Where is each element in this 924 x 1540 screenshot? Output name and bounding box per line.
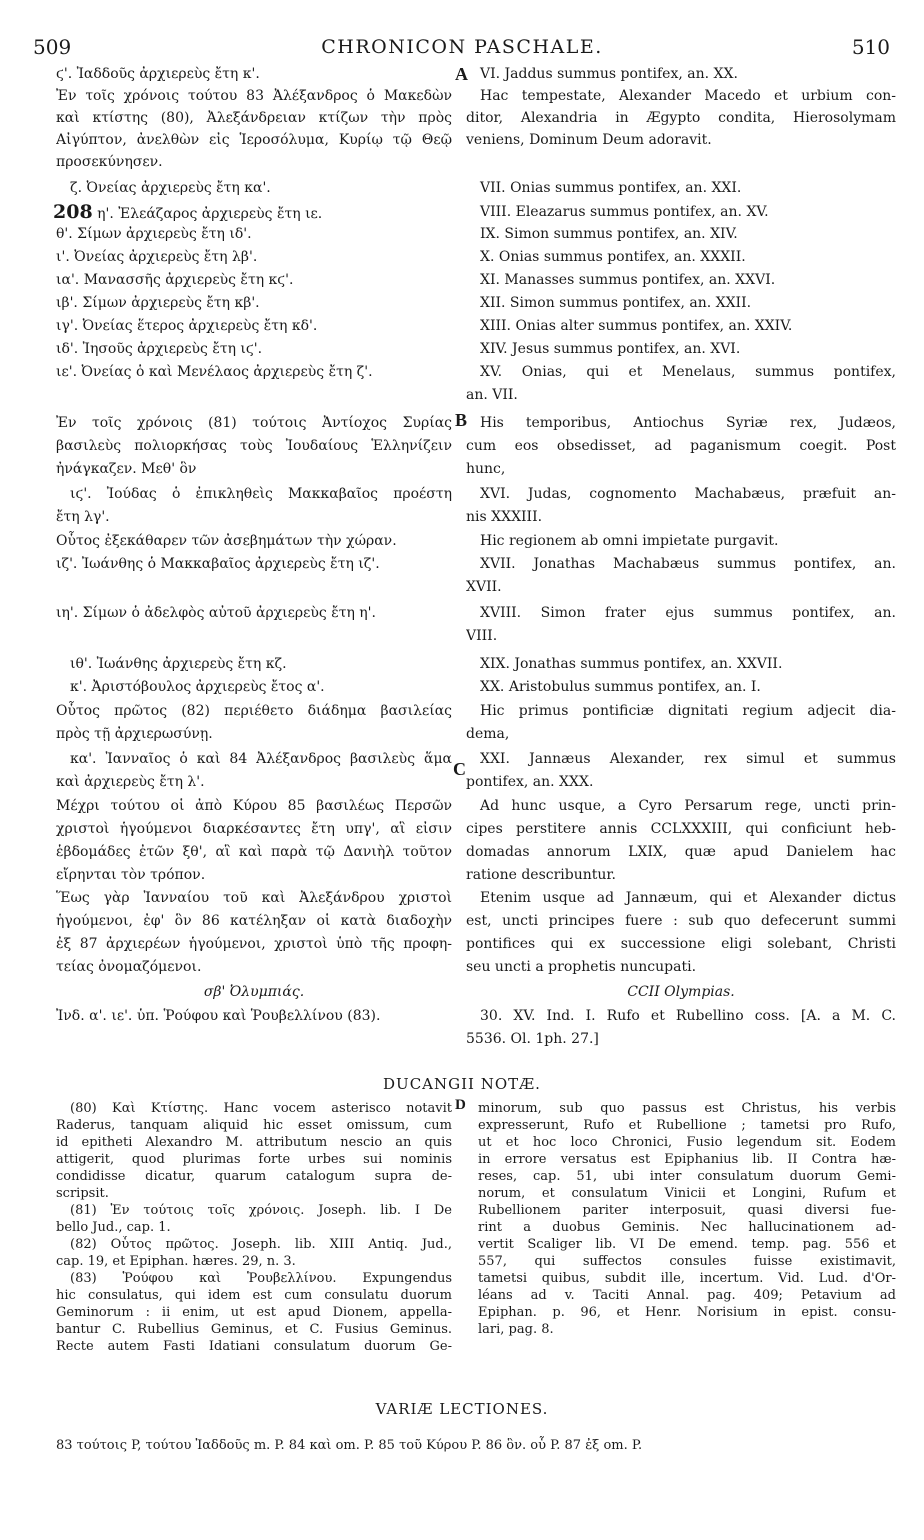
- greek-line: ια'. Μανασσῆς ἀρχιερεὺς ἔτη κϛ'.: [56, 272, 294, 288]
- latin-line: XVII. Jonathas Machabæus summus pontifex, an.: [480, 556, 896, 572]
- margin-letter-b: B: [455, 410, 468, 430]
- greek-line: Μέχρι τούτου οἱ ἀπὸ Κύρου 85 βασιλέως Περσῶν: [56, 798, 452, 814]
- latin-line: XI. Manasses summus pontifex, an. XXVI.: [480, 272, 776, 288]
- note-line: Epiphan. p. 96, et Henr. Norisium in epist. consu-: [478, 1305, 896, 1320]
- greek-line: ιζ'. Ἰωάνθης ὁ Μακκαβαῖος ἀρχιερεὺς ἔτη ιζ'.: [56, 556, 380, 572]
- latin-line: 5536. Ol. 1ph. 27.]: [466, 1031, 599, 1047]
- latin-line: ditor, Alexandria in Ægypto condita, Hierosolymam: [466, 110, 896, 126]
- note-line: norum, et consulatum Vinicii et Longini, Rufum et: [478, 1186, 896, 1201]
- latin-line: veniens, Dominum Deum adoravit.: [466, 132, 712, 148]
- latin-line: XIX. Jonathas summus pontifex, an. XXVII.: [480, 656, 783, 672]
- latin-line: IX. Simon summus pontifex, an. XIV.: [480, 226, 738, 242]
- note-line: Recte autem Fasti Idatiani consulatum duorum Ge-: [56, 1339, 452, 1354]
- note-line: Raderus, tanquam aliquid hic esset omissum, cum: [56, 1118, 452, 1133]
- note-line: Rubellionem pariter interposuit, quasi diversi fue-: [478, 1203, 896, 1218]
- latin-line: VIII. Eleazarus summus pontifex, an. XV.: [480, 204, 769, 220]
- note-line: vertit Scaliger lib. VI De emend. temp. pag. 556 et: [478, 1237, 896, 1252]
- latin-line: X. Onias summus pontifex, an. XXXII.: [480, 249, 746, 265]
- greek-line: Ἐν τοῖς χρόνοις (81) τούτοις Ἀντίοχος Συρίας: [56, 415, 452, 431]
- latin-line: VIII.: [466, 628, 498, 644]
- greek-line: Οὗτος ἐξεκάθαρεν τῶν ἀσεβημάτων τὴν χώραν.: [56, 533, 397, 549]
- greek-line: χριστοὶ ἡγούμενοι διαρκέσαντες ἔτη υπγ', αἳ εἰσιν: [56, 821, 452, 837]
- page-number-right: 510: [851, 35, 890, 59]
- greek-line: Αἰγύπτον, ἀνελθὼν εἰς Ἱεροσόλυμα, Κυρίῳ τῷ Θεῷ: [56, 132, 452, 148]
- note-line: ut et hoc loco Chronici, Fusio legendum sit. Eodem: [478, 1135, 896, 1150]
- note-line: hic consulatus, qui idem est cum consulatu duorum: [56, 1288, 452, 1303]
- latin-line: XX. Aristobulus summus pontifex, an. I.: [480, 679, 761, 695]
- greek-line: ι'. Ὀνείας ἀρχιερεὺς ἔτη λβ'.: [56, 249, 258, 265]
- note-line: Geminorum : ii enim, ut est apud Dionem, appella-: [56, 1305, 452, 1320]
- greek-line: θ'. Σίμων ἀρχιερεὺς ἔτη ιδ'.: [56, 226, 252, 242]
- latin-line: seu uncti a prophetis nuncupati.: [466, 959, 697, 975]
- margin-letter-a: A: [455, 64, 468, 84]
- greek-line: ἠνάγκαζεν. Μεθ' ὃν: [56, 461, 197, 477]
- latin-line: XVI. Judas, cognomento Machabæus, præfuit an-: [480, 486, 896, 502]
- note-line: reses, cap. 51, ubi inter consulatum duorum Gemi-: [478, 1169, 896, 1184]
- greek-line: ιη'. Σίμων ὁ ἀδελφὸς αὐτοῦ ἀρχιερεὺς ἔτη η'.: [56, 605, 376, 621]
- latin-line: nis XXXIII.: [466, 509, 543, 525]
- running-title: CHRONICON PASCHALE.: [321, 36, 603, 58]
- note-line: attigerit, quod plurimas forte urbes sui nominis: [56, 1152, 452, 1167]
- note-line: lari, pag. 8.: [478, 1322, 554, 1337]
- greek-line: βασιλεὺς πολιορκήσας τοὺς Ἰουδαίους Ἑλληνίζειν: [56, 438, 452, 454]
- greek-line: ιγ'. Ὀνείας ἕτερος ἀρχιερεὺς ἔτη κδ'.: [56, 318, 318, 334]
- note-line: minorum, sub quo passus est Christus, his verbis: [478, 1101, 896, 1116]
- latin-line: an. VII.: [466, 387, 518, 403]
- greek-line: ιε'. Ὀνείας ὁ καὶ Μενέλαος ἀρχιερεὺς ἔτη ζ'.: [56, 364, 373, 380]
- latin-line: ratione describuntur.: [466, 867, 617, 883]
- latin-line: 30. XV. Ind. I. Rufo et Rubellino coss. [A. a M. C.: [480, 1008, 896, 1024]
- latin-line: cum eos obsedisset, ad paganismum coegit. Post: [466, 438, 896, 454]
- latin-line: cipes perstitere annis CCLXXXIII, qui conficiunt heb-: [466, 821, 896, 837]
- latin-line: Ad hunc usque, a Cyro Persarum rege, uncti prin-: [480, 798, 896, 814]
- latin-line: XVIII. Simon frater ejus summus pontifex, an.: [480, 605, 896, 621]
- greek-line: ιδ'. Ἰησοῦς ἀρχιερεὺς ἔτη ιϛ'.: [56, 341, 263, 357]
- latin-line: His temporibus, Antiochus Syriæ rex, Judæos,: [480, 415, 896, 431]
- latin-line: domadas annorum LXIX, quæ apud Danielem hac: [466, 844, 896, 860]
- latin-line: XV. Onias, qui et Menelaus, summus pontifex,: [480, 364, 896, 380]
- note-line: in errore versatus est Epiphanius lib. II Contra hæ-: [478, 1152, 896, 1167]
- greek-line: κα'. Ἰανναῖος ὁ καὶ 84 Ἀλέξανδρος βασιλεὺς ἅμα: [70, 751, 452, 767]
- latin-line: Hic primus pontificiæ dignitati regium adjecit dia-: [480, 703, 896, 719]
- latin-line: Etenim usque ad Jannæum, qui et Alexander dictus: [480, 890, 896, 906]
- notes-heading: DUCANGII NOTÆ.: [383, 1075, 541, 1093]
- note-line: bantur C. Rubellius Geminus, et C. Fusius Geminus.: [56, 1322, 452, 1337]
- note-line: 557, qui suffectos consules fuisse existimavit,: [478, 1254, 896, 1269]
- greek-line: εἴρηνται τὸν τρόπον.: [56, 867, 206, 883]
- note-line: (81) Ἐν τούτοις τοῖς χρόνοις. Joseph. lib. I De: [70, 1203, 452, 1218]
- greek-line: ιθ'. Ἰωάνθης ἀρχιερεὺς ἔτη κζ.: [70, 656, 287, 672]
- page-number-left: 509: [33, 35, 72, 59]
- latin-line: est, uncti principes fuere : sub quo defecerunt summi: [466, 913, 896, 929]
- greek-line: καὶ ἀρχιερεὺς ἔτη λ'.: [56, 774, 205, 790]
- greek-line: ϛ'. Ἰαδδοῦς ἀρχιερεὺς ἔτη κ'.: [56, 66, 260, 82]
- latin-line: hunc,: [466, 461, 506, 477]
- greek-line: Ἕως γὰρ Ἰανναίου τοῦ καὶ Ἀλεξάνδρου χριστοὶ: [56, 890, 452, 906]
- latin-line: VI. Jaddus summus pontifex, an. XX.: [480, 66, 738, 82]
- greek-line: ἔτη λγ'.: [56, 509, 110, 525]
- greek-line: Ἐν τοῖς χρόνοις τούτου 83 Ἀλέξανδρος ὁ Μακεδὼν: [56, 88, 452, 104]
- note-line: expresserunt, Rufo et Rubellione ; tametsi pro Rufo,: [478, 1118, 896, 1133]
- latin-line: XIII. Onias alter summus pontifex, an. XXIV.: [480, 318, 793, 334]
- latin-line: pontifices qui ex successione eligi solebant, Christi: [466, 936, 896, 952]
- margin-letter-c: C: [453, 759, 466, 779]
- note-line: condidisse dicatur, quarum catalogum supra de-: [56, 1169, 452, 1184]
- greek-line: Ἰνδ. α'. ιε'. ὑπ. Ῥούφου καὶ Ῥουβελλίνου (83).: [56, 1008, 381, 1024]
- latin-line: VII. Onias summus pontifex, an. XXI.: [480, 180, 742, 196]
- note-line: léans ad v. Taciti Annal. pag. 409; Petavium ad: [478, 1288, 896, 1303]
- note-line: rint a duobus Geminis. Nec hallucinationem ad-: [478, 1220, 896, 1235]
- greek-line: καὶ κτίστης (80), Ἀλεξάνδρειαν κτίζων τὴν πρὸς: [56, 110, 452, 126]
- greek-line: πρὸς τῇ ἀρχιερωσύνῃ.: [56, 726, 213, 742]
- note-line: scripsit.: [56, 1186, 109, 1201]
- latin-line: pontifex, an. XXX.: [466, 774, 594, 790]
- greek-line: ἐξ 87 ἀρχιερέων ἡγούμενοι, χριστοὶ ὑπὸ τῆς προφη-: [56, 936, 452, 952]
- variant-readings-line: 83 τούτοις P, τούτου Ἰαδδοῦς m. P. 84 καὶ om. P. 85 τοῦ Κύρου P. 86 ὃν. οὗ P. 87 ἐξ om. P.: [56, 1438, 643, 1453]
- greek-line: ζ. Ὀνείας ἀρχιερεὺς ἔτη κα'.: [70, 180, 271, 196]
- greek-line: Οὗτος πρῶτος (82) περιέθετο διάδημα βασιλείας: [56, 703, 452, 719]
- greek-line: προσεκύνησεν.: [56, 154, 163, 170]
- note-line: id epitheti Alexandro M. attributum nescio an quis: [56, 1135, 452, 1150]
- greek-line: κ'. Ἀριστόβουλος ἀρχιερεὺς ἔτος α'.: [70, 679, 325, 695]
- olympiad-heading-latin: CCII Olympias.: [627, 984, 735, 1000]
- olympiad-heading-greek: σβ' Ὀλυμπιάς.: [203, 984, 305, 1000]
- latin-line: dema,: [466, 726, 510, 742]
- latin-line: XXI. Jannæus Alexander, rex simul et summus: [480, 751, 896, 767]
- note-line: (82) Οὗτος πρῶτος. Joseph. lib. XIII Antiq. Jud.,: [70, 1237, 452, 1252]
- greek-line: ιϛ'. Ἰούδας ὁ ἐπικληθεὶς Μακκαβαῖος προέστη: [70, 486, 452, 502]
- note-line: (83) Ῥούφου καὶ Ῥουβελλίνου. Expungendus: [70, 1271, 452, 1286]
- latin-line: Hic regionem ab omni impietate purgavit.: [480, 533, 779, 549]
- greek-line: τείας ὀνομαζόμενοι.: [56, 959, 202, 975]
- margin-number: 208: [53, 201, 93, 223]
- greek-line: ἡγούμενοι, ἐφ' ὃν 86 κατέληξαν οἱ κατὰ διαδοχὴν: [56, 913, 452, 929]
- latin-line: XVII.: [466, 579, 502, 595]
- greek-line-with-margin-number: 208 η'. Ἐλεάζαρος ἀρχιερεὺς ἔτη ιε.: [53, 201, 323, 223]
- note-line: cap. 19, et Epiphan. hæres. 29, n. 3.: [56, 1254, 296, 1269]
- latin-line: XIV. Jesus summus pontifex, an. XVI.: [480, 341, 741, 357]
- note-line: bello Jud., cap. 1.: [56, 1220, 171, 1235]
- latin-line: Hac tempestate, Alexander Macedo et urbium con-: [480, 88, 896, 104]
- greek-line: ιβ'. Σίμων ἀρχιερεὺς ἔτη κβ'.: [56, 295, 260, 311]
- latin-line: XII. Simon summus pontifex, an. XXII.: [480, 295, 752, 311]
- note-line: tametsi quibus, subdit ille, incertum. Vid. Lud. d'Or-: [478, 1271, 896, 1286]
- note-line: (80) Καὶ Κτίστης. Hanc vocem asterisco notavit: [70, 1101, 452, 1116]
- variant-readings-heading: VARIÆ LECTIONES.: [375, 1400, 549, 1418]
- margin-letter-d: D: [455, 1097, 466, 1113]
- greek-line: ἑβδομάδες ἐτῶν ξθ', αἳ καὶ παρὰ τῷ Δανιὴλ τοῦτον: [56, 844, 452, 860]
